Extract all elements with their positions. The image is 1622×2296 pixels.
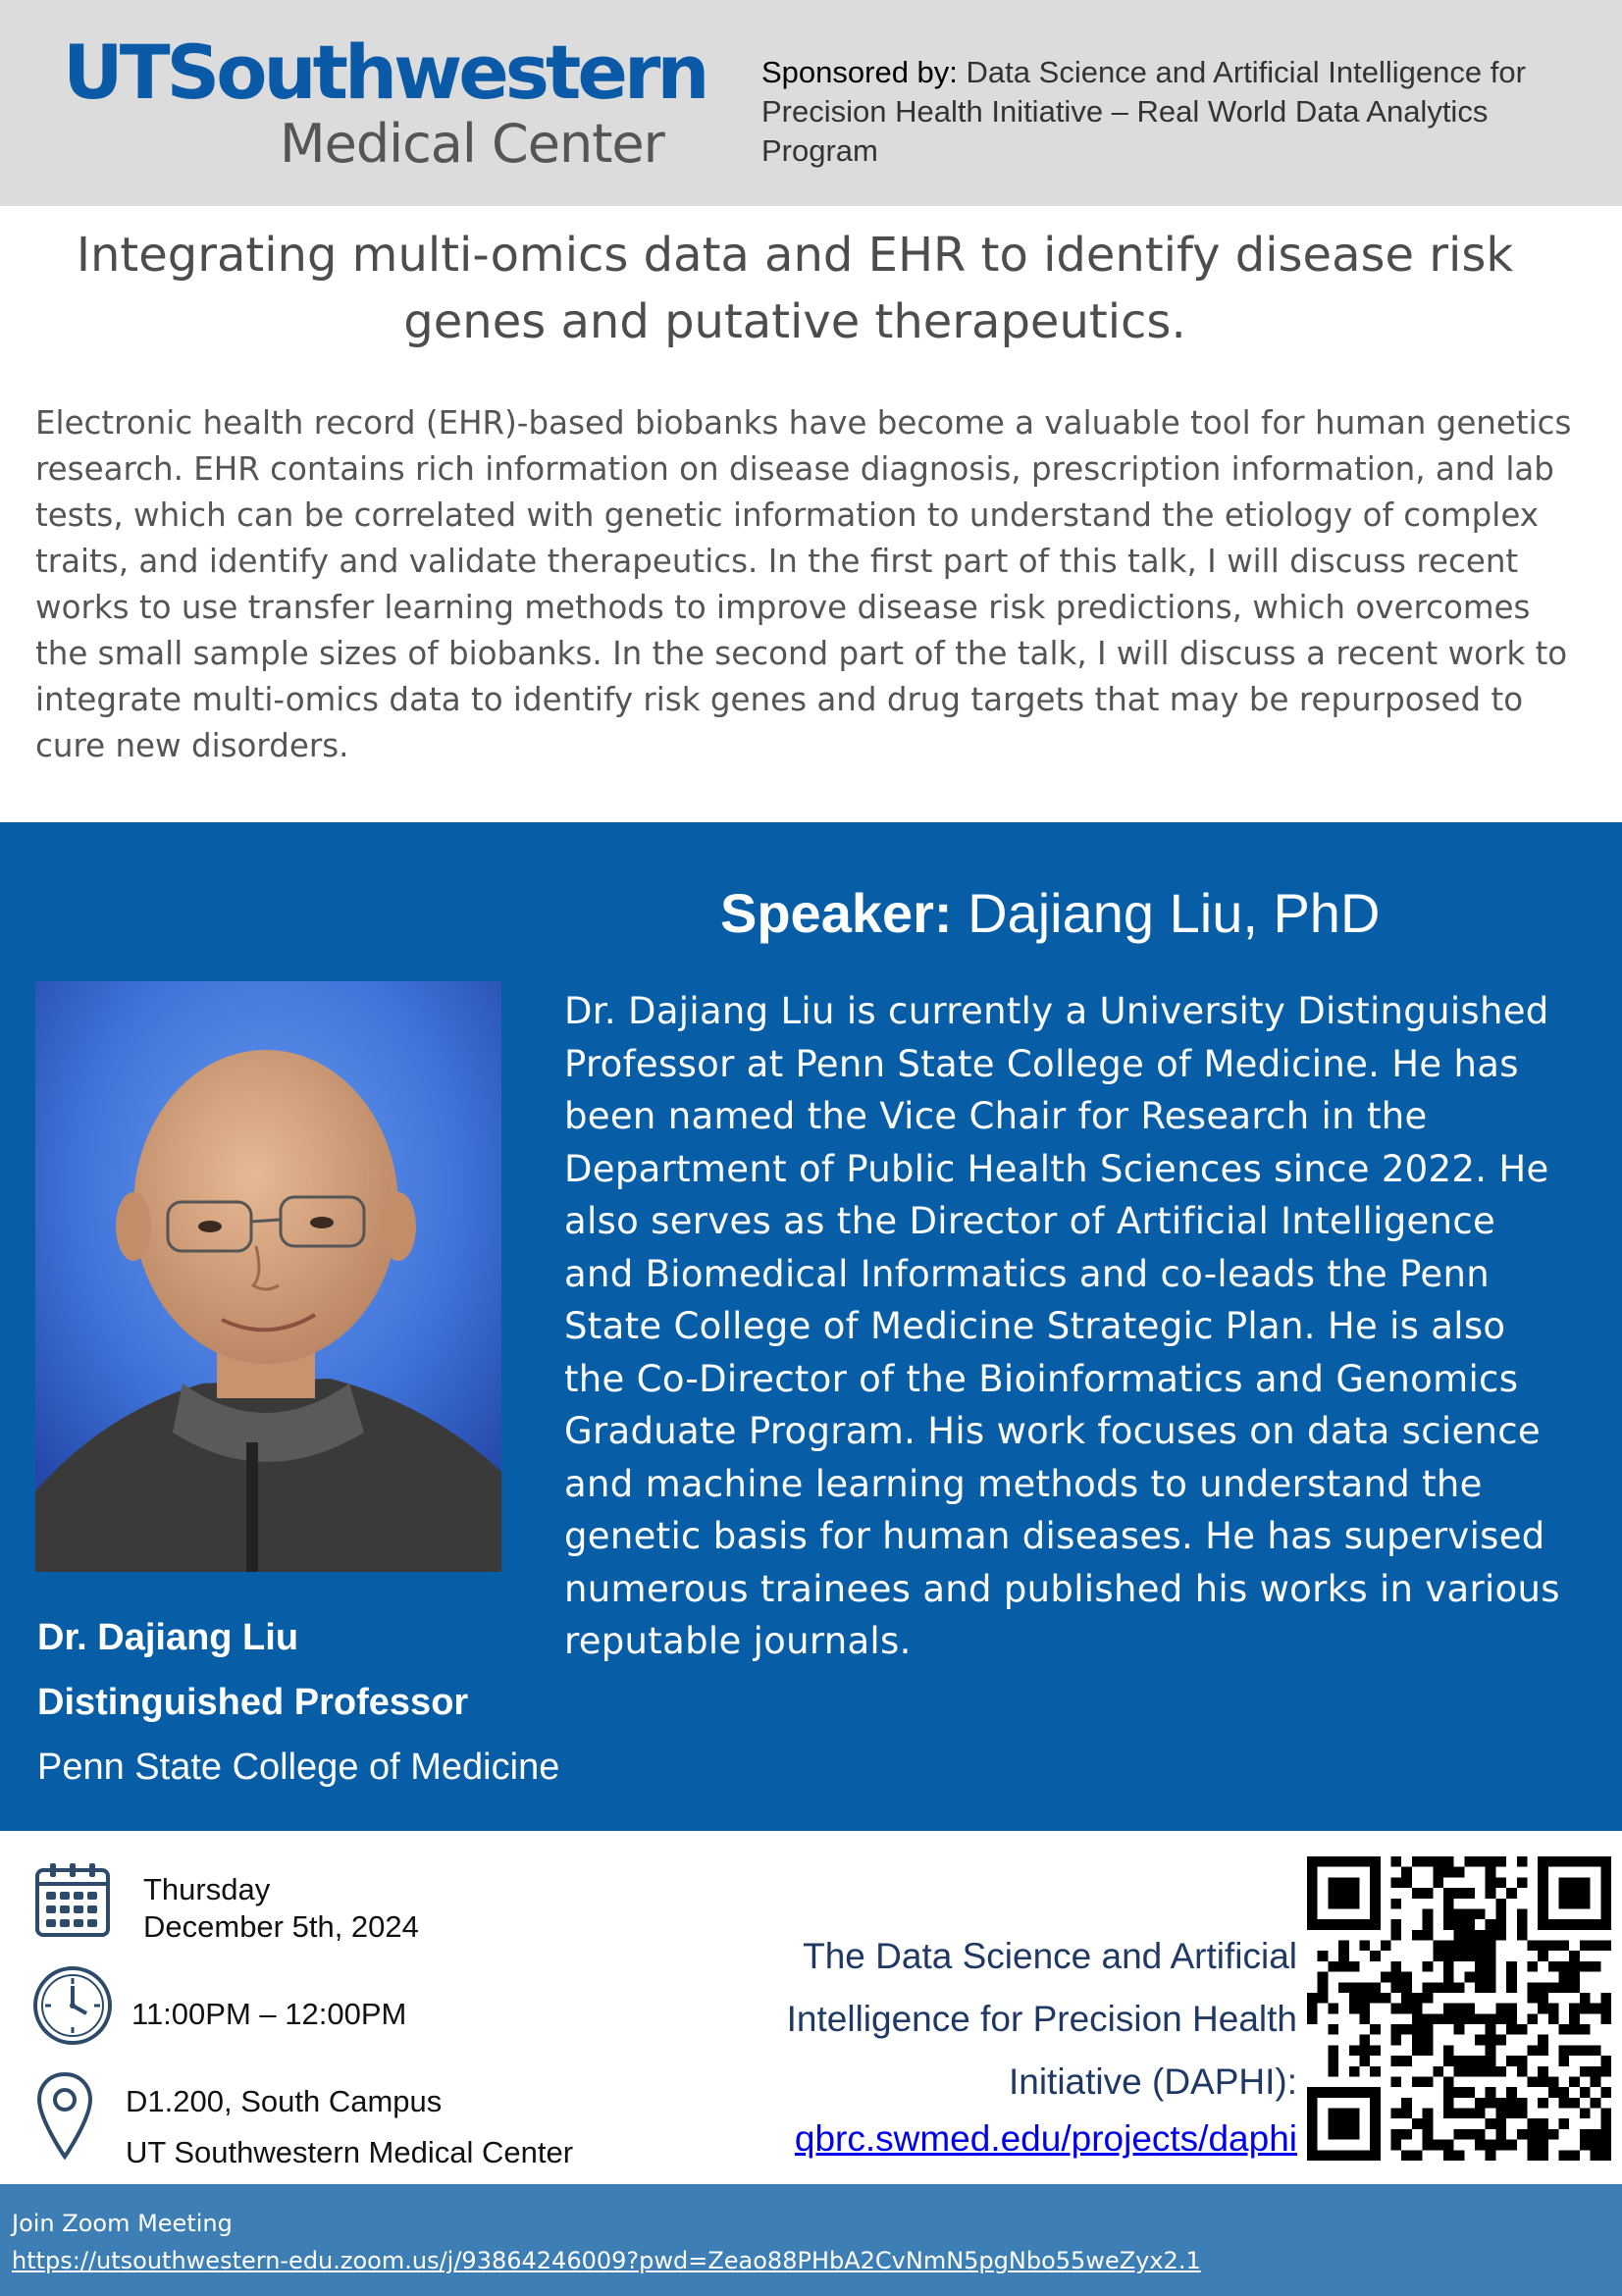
speaker-heading-name: Dajiang Liu, PhD <box>968 882 1381 944</box>
logo-wordmark: UTSouthwestern <box>63 28 706 116</box>
caption-title: Distinguished Professor <box>37 1682 469 1723</box>
caption-institution: Penn State College of Medicine <box>37 1747 560 1788</box>
daphi-link[interactable]: qbrc.swmed.edu/projects/daphi <box>794 2118 1297 2159</box>
speaker-photo <box>35 981 501 1572</box>
map-pin-icon <box>35 2070 94 2166</box>
event-location-line2: UT Southwestern Medical Center <box>126 2135 574 2169</box>
daphi-block <box>706 1925 1297 2170</box>
sponsor-block <box>761 53 1586 171</box>
talk-title: Integrating multi-omics data and EHR to identify disease risk genes and putative therapeutics. <box>76 228 1514 349</box>
logo-subtitle: Medical Center <box>280 113 664 175</box>
speaker-heading-label: Speaker: <box>720 882 953 944</box>
zoom-link[interactable]: https://utsouthwestern-edu.zoom.us/j/93864246009?pwd=Zeao88PHbA2CvNmN5pgNbo55weZyx2.1 <box>12 2247 1201 2274</box>
sponsor-text: Data Science and Artificial Intelligence for Precision Health Initiative – Real World Data Analytics Program <box>761 55 1526 168</box>
event-day: Thursday <box>143 1872 271 1906</box>
speaker-heading <box>720 881 1380 945</box>
sponsor-label: Sponsored by: <box>761 55 958 89</box>
clock-icon <box>31 1964 114 2052</box>
event-date: December 5th, 2024 <box>143 1909 419 1944</box>
talk-abstract: Electronic health record (EHR)-based biobanks have become a valuable tool for human genetics research. EHR contains rich information on disease diagnosis, prescription information, and lab tests, which can be correlated with genetic information to understand the etiology of complex traits, and identify and validate therapeutics. In the first part of this talk, I will discuss recent works to use transfer learning methods to improve disease risk predictions, which overcomes the small sample sizes of biobanks. In the second part of the talk, I will discuss a recent work to integrate multi-omics data to identify risk genes and drug targets that may be repurposed to cure new disorders. <box>35 404 1572 764</box>
event-time: 11:00PM – 12:00PM <box>131 1997 407 2031</box>
event-location-line1: D1.200, South Campus <box>126 2084 443 2118</box>
qr-code[interactable] <box>1307 1856 1611 2161</box>
calendar-icon <box>33 1860 112 1944</box>
qr-code-graphic <box>1307 1856 1611 2161</box>
zoom-label: Join Zoom Meeting <box>12 2210 233 2237</box>
caption-name: Dr. Dajiang Liu <box>37 1617 299 1658</box>
daphi-text: The Data Science and Artificial Intelligence for Precision Health Initiative (DAPHI): <box>786 1936 1297 2102</box>
zoom-footer <box>0 2184 1622 2296</box>
speaker-bio: Dr. Dajiang Liu is currently a University Distinguished Professor at Penn State College of Medicine. He has been named the Vice Chair for Research in the Department of Public Health Sciences since 2022. He also serves as the Director of Artificial Intelligence and Biomedical Informatics and co-leads the Penn State College of Medicine Strategic Plan. He is also the Co-Director of the Bioinformatics and Genomics Graduate Program. His work focuses on data science and machine learning methods to understand the genetic basis for human diseases. He has supervised numerous trainees and published his works in various reputable journals. <box>564 990 1560 1662</box>
